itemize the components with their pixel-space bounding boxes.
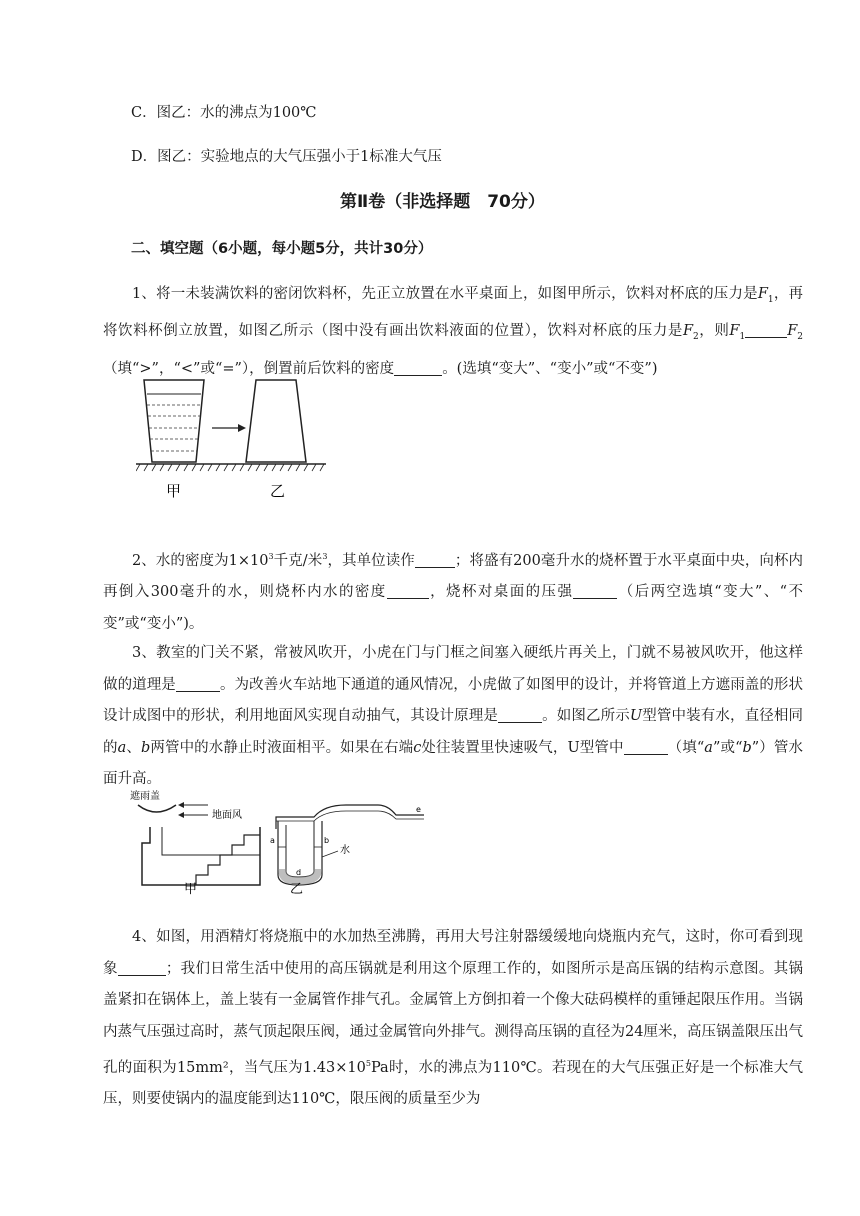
fig2-label-b: 乙 <box>290 882 304 895</box>
fig2-label-a: 甲 <box>184 882 198 895</box>
q3-line3-c: 型 <box>642 708 657 724</box>
q2-exponent-2: 3 <box>322 552 328 561</box>
q1-line3-end: 。(选填“变大”、“变小”或“不变”) <box>442 360 658 377</box>
q3-line4-b: 、 <box>126 739 141 756</box>
q3-line2-a: 他这样做的道理是 <box>103 645 803 693</box>
q4-line6: 若现在的大气压强正好是一个标准大气压，则要使锅内的温度能到达110℃，限压阀的质量至少为 <box>103 1059 803 1108</box>
q3-a-symbol: a <box>117 739 127 756</box>
q4-line5-a: 径为24厘米，高压锅盖限压出气孔的面积为15mm²，当气压为1.43×10 <box>103 1023 803 1076</box>
answer-blank-1[interactable] <box>745 321 787 338</box>
fig2-cover-label: 遮雨盖 <box>130 791 160 802</box>
q4-line2-a: 看到现象 <box>103 929 803 977</box>
section-heading: 二、填空题（6小题，每小题5分，共计30分） <box>131 241 433 257</box>
f2-symbol: F <box>682 323 693 340</box>
q4-line1: 4、如图，用酒精灯将烧瓶中的水加热至沸腾，再用大号注射器缓缓地向烧瓶内充气，这时，你可 <box>132 929 760 945</box>
q4-line3: 示意图。其锅盖紧扣在锅体上，盖上装有一金属管作排气孔。金属管上方倒扣着一个像大砝码模样的 <box>103 960 804 1008</box>
q3-line3-b: 。如图乙所示 <box>541 708 630 724</box>
q3-line2-b: 。为改善火车站地下通道的通风情况，小虎做了如图甲的设计，并将管道上 <box>219 676 702 693</box>
answer-blank-9[interactable] <box>118 959 166 976</box>
part-title: 第Ⅱ卷（非选择题 70分） <box>340 192 545 212</box>
q3-line4-a: 管中装有水，直径相同的 <box>103 708 804 756</box>
figure-cups <box>136 372 336 512</box>
q3-line1: 3、教室的门关不紧，常被风吹开，小虎在门与门框之间塞入硬纸片再关上，门就不易被风吹开， <box>132 645 760 661</box>
q4-line4: 重锤起限压作用。当锅内蒸气压强过高时，蒸气顶起限压阀，通过金属管向外排气。测得高压锅的直 <box>103 992 803 1040</box>
answer-blank-4[interactable] <box>387 582 429 599</box>
q3-line4-d: 处往装置里快速吸气，U型 <box>421 739 595 756</box>
q4-exponent: 5 <box>365 1059 371 1068</box>
q2-text-b: 千克/米 <box>273 552 323 569</box>
figure-ventilation <box>126 785 426 895</box>
q3-line4-c: 两管中的水静止时液面相平。如果在右端 <box>150 739 414 756</box>
question-2 <box>103 541 803 640</box>
q3-line5-a: 管中 <box>594 739 624 756</box>
q4-line5-b: Pa时，水的沸点为110℃。 <box>370 1059 552 1076</box>
f2-subscript: 2 <box>693 332 699 343</box>
q1-line2-end: ，则 <box>698 323 730 340</box>
q3-b-symbol-2: b <box>742 739 752 756</box>
fig2-a-label: a <box>270 836 275 845</box>
answer-blank-3[interactable] <box>415 551 455 568</box>
q2-text-c: ，其单位读作 <box>327 552 415 569</box>
q2-line2-a: 央，向杯内再倒入300毫升的水，则烧杯内水的密度 <box>103 552 804 601</box>
q3-line3-a: 方遮雨盖的形状设计成图中的形状，利用地面风实现自动抽气，其设计原理是 <box>103 676 804 724</box>
question-3 <box>103 638 803 796</box>
f2-subscript-2: 2 <box>797 332 803 343</box>
q2-text-d: ；将盛有200毫升水的烧杯置于水平桌面中 <box>454 552 731 569</box>
q4-line2-b: ；我们日常生活中使用的高压锅就是利用这个原理工作的，如图所示是高压锅的结构 <box>165 960 715 977</box>
q2-exponent-1: 3 <box>268 552 274 561</box>
q2-text-a: 2、水的密度为1×10 <box>132 552 269 569</box>
f1-symbol-2: F <box>729 323 740 340</box>
fig2-b-label: b <box>324 836 330 845</box>
question-4 <box>103 922 803 1116</box>
fig2-e-label: e <box>416 805 421 814</box>
f1-subscript-2: 1 <box>739 332 746 343</box>
fig2-wind-label: 地面风 <box>212 810 242 821</box>
q1-line2: ，再将饮料杯倒立放置，如图乙所示（图中没有画出饮料液面的位置），饮料对杯底的压力是 <box>103 286 803 340</box>
f1-subscript: 1 <box>767 294 774 305</box>
q3-u-symbol: U <box>629 708 643 724</box>
q3-line5-d: ”）管水面升高。 <box>103 739 803 787</box>
fig1-label-a: 甲 <box>166 482 182 500</box>
f2-symbol-2: F <box>787 323 798 340</box>
fig1-label-b: 乙 <box>270 482 286 500</box>
answer-blank-2[interactable] <box>394 359 442 376</box>
f1-symbol: F <box>757 286 768 302</box>
q2-line3: “变大”、“不变”或“变小”)。 <box>103 584 803 632</box>
q3-a-symbol-2: a <box>704 739 713 756</box>
q3-line5-b: （填“ <box>667 739 705 756</box>
option-d: D．图乙：实验地点的大气压强小于1标准大气压 <box>131 149 442 165</box>
answer-blank-7[interactable] <box>498 706 542 723</box>
fig2-d-label: d <box>296 868 302 877</box>
fig2-water-label: 水 <box>340 845 350 856</box>
answer-blank-8[interactable] <box>624 738 668 755</box>
q1-line1: 1、将一未装满饮料的密闭饮料杯，先正立放置在水平桌面上，如图甲所示，饮料对杯底的压力是 <box>132 286 758 302</box>
q3-c-symbol: c <box>413 739 422 756</box>
q3-b-symbol: b <box>140 739 151 756</box>
q2-line2-b: ，烧杯对桌面的压强 <box>428 584 574 601</box>
option-c: C．图乙：水的沸点为100℃ <box>131 105 317 121</box>
q2-line2-c: （后两空选填 <box>617 584 715 601</box>
answer-blank-6[interactable] <box>176 675 220 692</box>
q3-line5-c: ”或“ <box>712 739 743 756</box>
answer-blank-5[interactable] <box>573 582 617 599</box>
question-1 <box>103 279 803 385</box>
q1-line3-mid: （填“>”，“<”或“=”），倒置前后饮料的密度 <box>103 360 395 377</box>
